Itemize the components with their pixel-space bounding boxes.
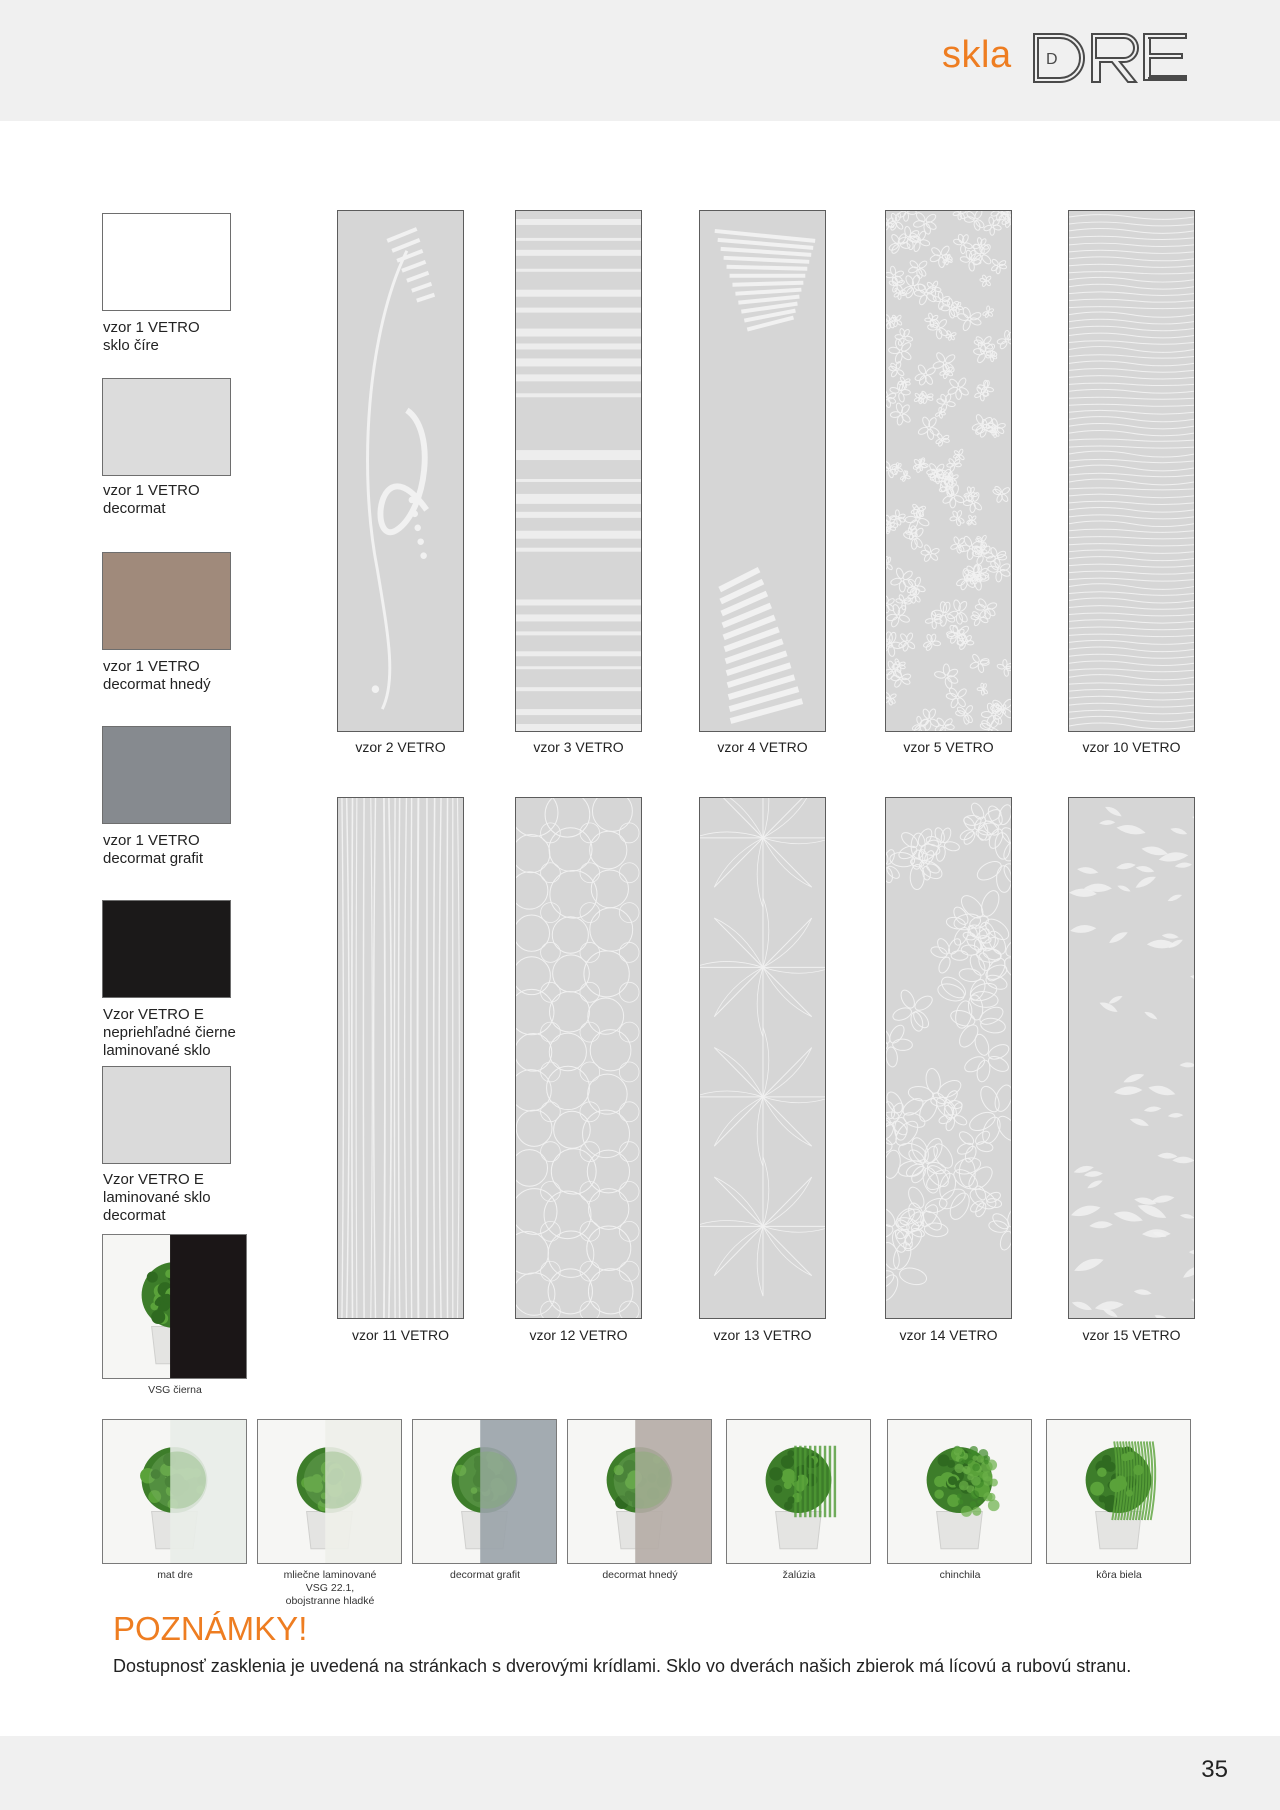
pattern-graphic (700, 798, 825, 1318)
swatch-label (103, 319, 200, 355)
swatch-label (103, 1006, 236, 1060)
glass-panel-vzor-5-vetro (885, 210, 1012, 732)
plant-behind-glass-image (258, 1420, 401, 1563)
swatch-label-line: Vzor VETRO E (103, 1171, 204, 1188)
pattern-graphic (886, 798, 1011, 1318)
swatch-label-line: nepriehľadné čierne (103, 1024, 236, 1041)
glass-panel-label: vzor 14 VETRO (899, 1327, 998, 1343)
pattern-graphic (700, 211, 825, 731)
glass-sample-label-line: žalúzia (782, 1569, 816, 1581)
swatch-label (103, 658, 211, 694)
swatch-6 (102, 1066, 231, 1164)
swatch-label-line: Vzor VETRO E (103, 1006, 204, 1023)
swatch-label (103, 832, 203, 868)
swatch-4 (102, 726, 231, 824)
glass-panel-label: vzor 5 VETRO (903, 739, 994, 755)
swatch-label-line: decormat (103, 500, 166, 517)
swatch-1 (102, 213, 231, 311)
glass-panel-vzor-2-vetro (337, 210, 464, 732)
notes-title: POZNÁMKY! (113, 1610, 308, 1647)
glass-sample-label-line: obojstranne hladké (285, 1595, 375, 1607)
section-title: skla (942, 34, 1012, 76)
glass-sample-label (102, 1569, 248, 1582)
plant-behind-glass-image (727, 1420, 870, 1563)
glass-sample-label-line: mat dre (157, 1569, 193, 1581)
glass-sample-label-line: chinchila (939, 1569, 981, 1581)
glass-sample-photo (887, 1419, 1032, 1564)
pattern-graphic (516, 211, 641, 731)
swatch-label-line: laminované sklo (103, 1189, 211, 1206)
swatch-label (103, 482, 200, 518)
glass-sample-label (887, 1569, 1033, 1582)
swatch-2 (102, 378, 231, 476)
notes-text: Dostupnosť zasklenia je uvedená na stránkach s dverovými krídlami. Sklo vo dverách našich zbierok má lícovú a rubovú stranu. (113, 1656, 1132, 1676)
glass-sample-label (412, 1569, 558, 1582)
glass-panel-vzor-13-vetro (699, 797, 826, 1319)
glass-panel-vzor-14-vetro (885, 797, 1012, 1319)
vsg-black-photo (102, 1234, 247, 1379)
swatch-label-line: vzor 1 VETRO (103, 319, 200, 336)
pattern-graphic (516, 798, 641, 1318)
glass-panel-label: vzor 15 VETRO (1082, 1327, 1181, 1343)
glass-sample-photo (1046, 1419, 1191, 1564)
glass-panel-vzor-3-vetro (515, 210, 642, 732)
plant-behind-glass-image (103, 1420, 246, 1563)
swatch-label-line: sklo číre (103, 337, 159, 354)
swatch-label-line: vzor 1 VETRO (103, 832, 200, 849)
glass-sample-label-line: decormat grafit (449, 1569, 521, 1581)
swatch-label-line: decormat hnedý (103, 676, 211, 693)
page-number: 35 (1201, 1756, 1228, 1783)
glass-panel-label: vzor 12 VETRO (529, 1327, 628, 1343)
glass-panel-vzor-12-vetro (515, 797, 642, 1319)
glass-sample-label (1046, 1569, 1192, 1582)
glass-sample-photo (567, 1419, 712, 1564)
plant-behind-glass-image (413, 1420, 556, 1563)
glass-panel-label: vzor 11 VETRO (352, 1327, 449, 1343)
glass-panel-vzor-15-vetro (1068, 797, 1195, 1319)
glass-sample-label-line: decormat hnedý (602, 1569, 678, 1581)
pattern-graphic (1069, 211, 1194, 731)
plant-behind-glass-image (568, 1420, 711, 1563)
svg-text:D: D (1046, 51, 1058, 68)
pattern-graphic (338, 798, 463, 1318)
swatch-label-line: decormat grafit (103, 850, 204, 867)
glass-panel-label: vzor 4 VETRO (717, 739, 808, 755)
plant-behind-glass-image (888, 1420, 1031, 1563)
glass-sample-label (257, 1569, 403, 1608)
dre-logo (1030, 30, 1190, 86)
glass-sample-label (726, 1569, 872, 1582)
glass-sample-photo (257, 1419, 402, 1564)
pattern-graphic (338, 211, 463, 731)
pattern-graphic (886, 211, 1011, 731)
swatch-3 (102, 552, 231, 650)
glass-sample-label-line: mliečne laminované (283, 1569, 377, 1581)
page-header (0, 0, 1280, 121)
page-footer (0, 1736, 1280, 1810)
swatch-label-line: decormat (103, 1207, 166, 1224)
pattern-graphic (1069, 798, 1194, 1318)
glass-sample-photo (412, 1419, 557, 1564)
vsg-label: VSG čierna (148, 1384, 202, 1396)
glass-panel-vzor-11-vetro (337, 797, 464, 1319)
swatch-5 (102, 900, 231, 998)
swatch-label-line: vzor 1 VETRO (103, 482, 200, 499)
glass-panel-label: vzor 10 VETRO (1082, 739, 1181, 755)
glass-sample-label-line: kôra biela (1096, 1569, 1142, 1581)
swatch-label-line: vzor 1 VETRO (103, 658, 200, 675)
swatch-label-line: laminované sklo (103, 1042, 211, 1059)
glass-panel-label: vzor 3 VETRO (533, 739, 624, 755)
glass-sample-photo (102, 1419, 247, 1564)
glass-panel-label: vzor 2 VETRO (355, 739, 446, 755)
plant-behind-glass-image (1047, 1420, 1190, 1563)
glass-sample-label (567, 1569, 713, 1582)
swatch-label (103, 1171, 211, 1225)
glass-sample-label-line: VSG 22.1, (305, 1582, 355, 1594)
glass-panel-label: vzor 13 VETRO (713, 1327, 812, 1343)
glass-sample-photo (726, 1419, 871, 1564)
glass-panel-vzor-4-vetro (699, 210, 826, 732)
glass-panel-vzor-10-vetro (1068, 210, 1195, 732)
